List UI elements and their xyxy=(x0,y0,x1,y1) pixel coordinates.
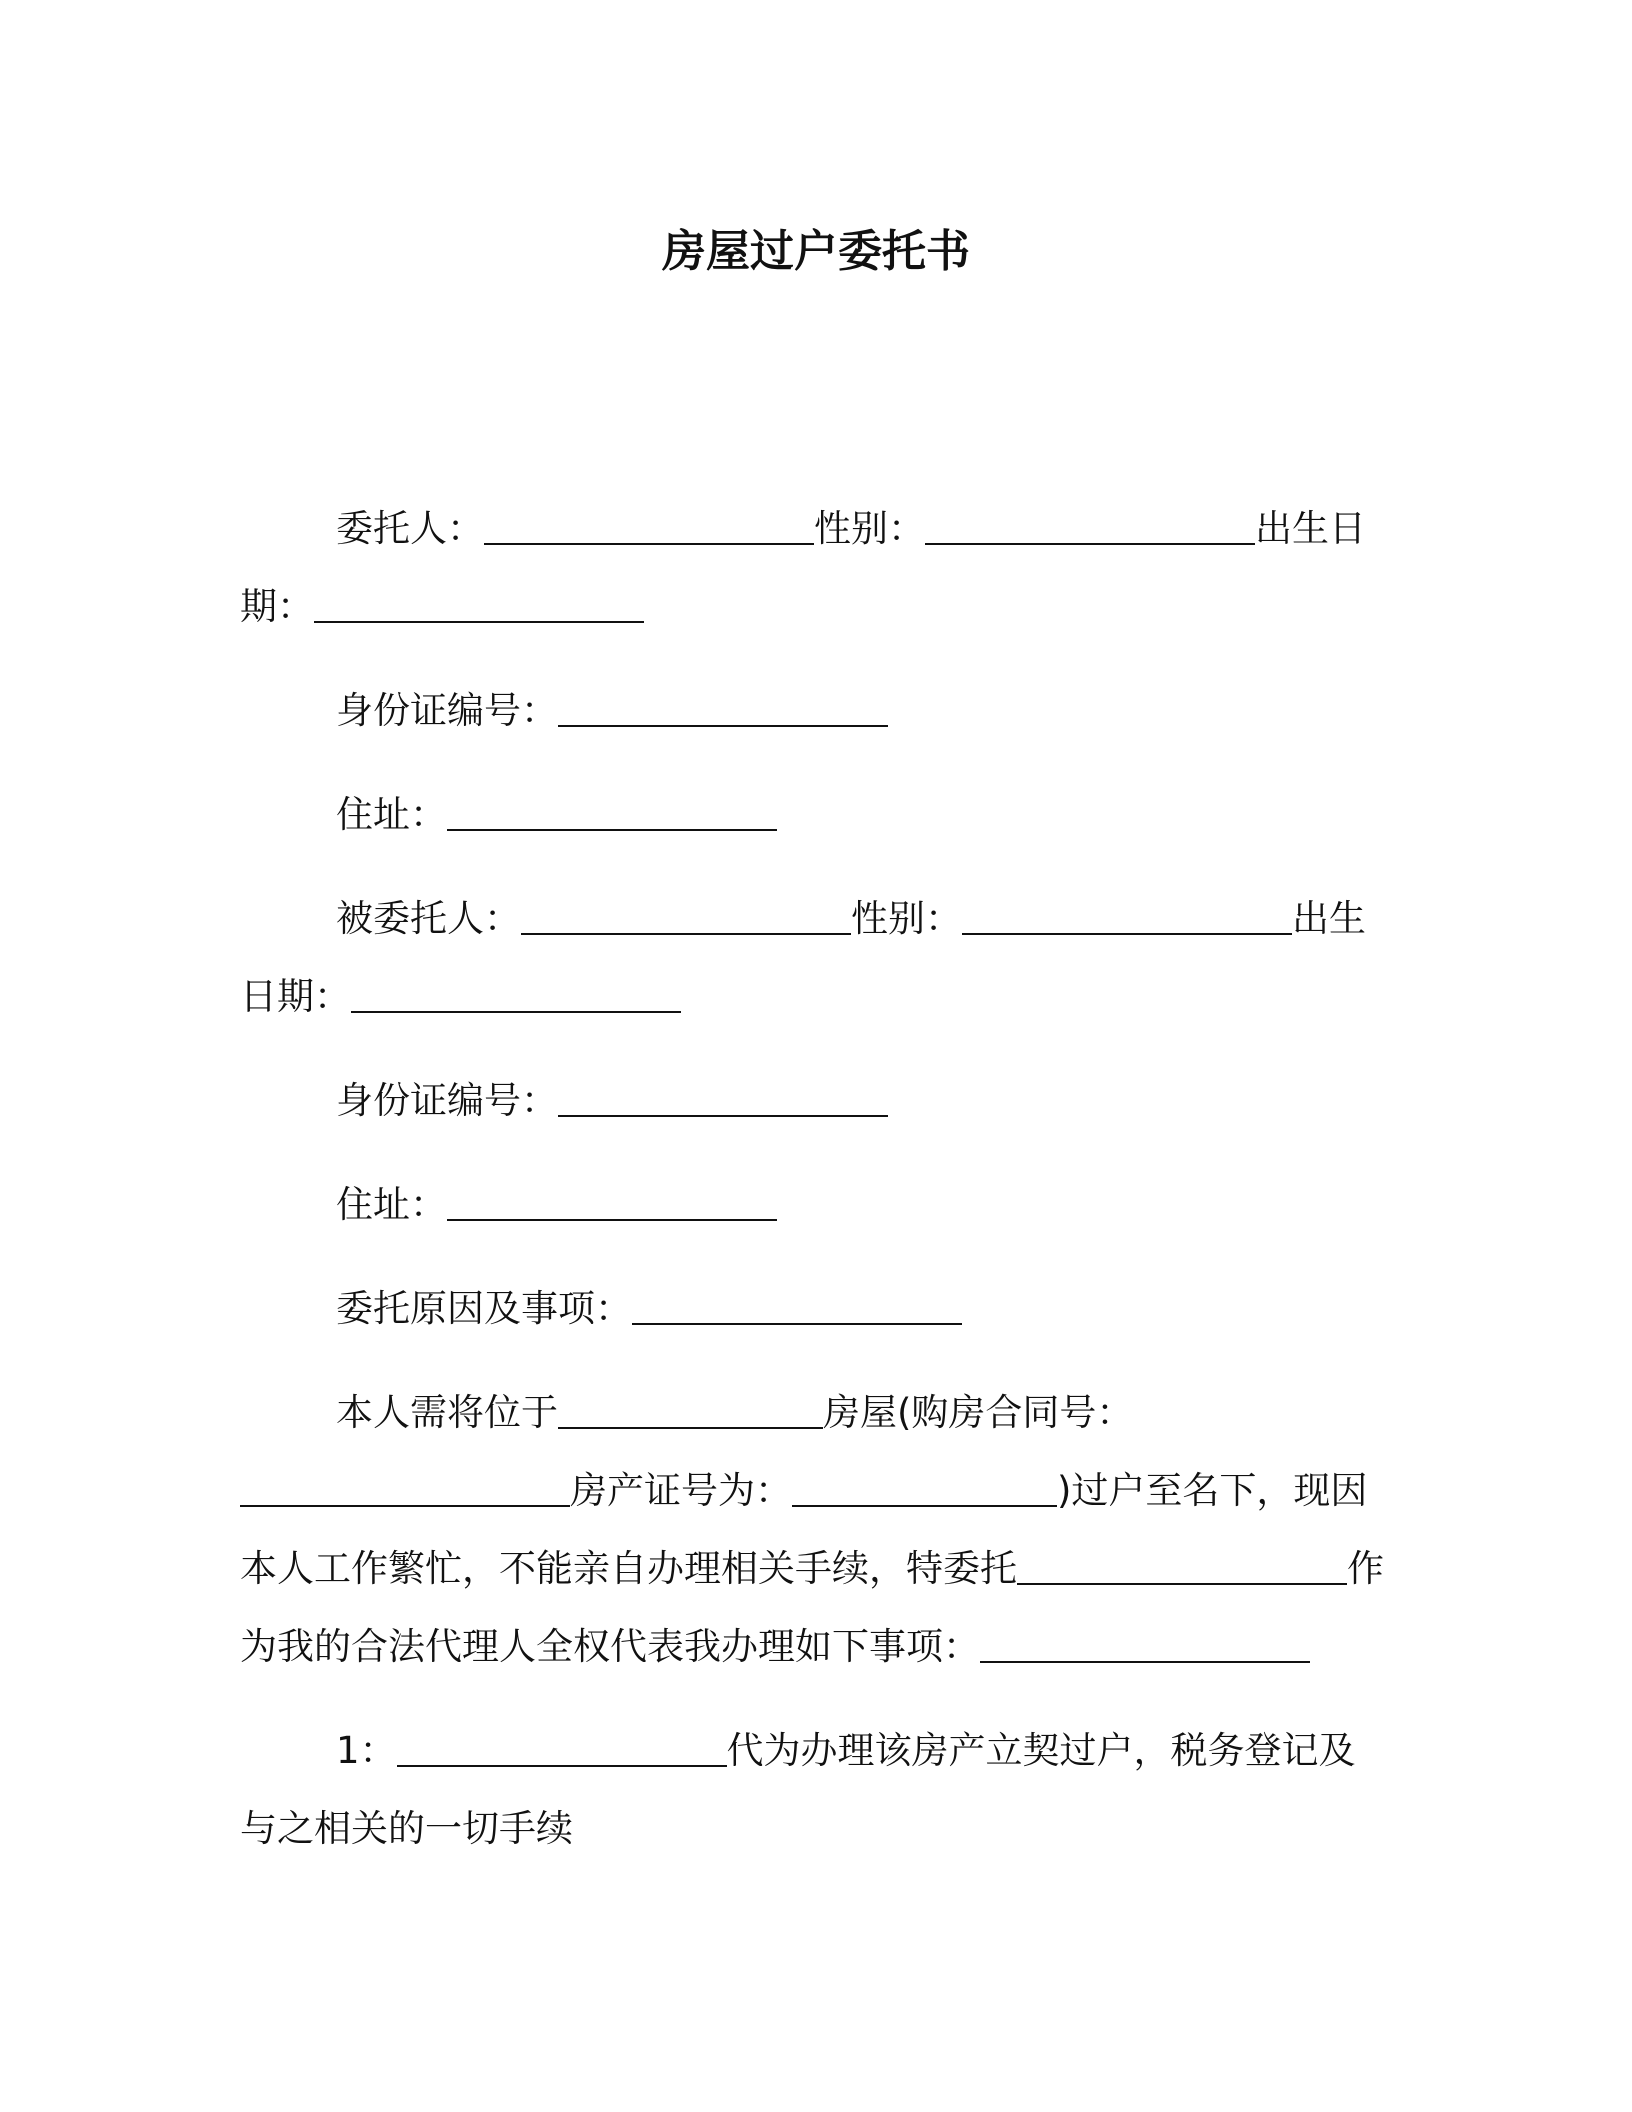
matters-blank[interactable] xyxy=(980,1623,1310,1663)
reason-line xyxy=(240,1270,1390,1348)
statement-part5: 作为我的合法代理人全权代表我办理如下事项： xyxy=(240,1547,1384,1668)
principal-address-line xyxy=(240,776,1390,854)
agent-blank[interactable] xyxy=(521,895,851,935)
address-blank[interactable] xyxy=(447,791,777,831)
statement-part4: )过户至名下，现因本人工作繁忙，不能亲自办理相关手续，特委托 xyxy=(240,1469,1368,1590)
item-agent-blank[interactable] xyxy=(397,1727,727,1767)
document-title: 房屋过户委托书 xyxy=(662,226,970,277)
item-text: 代为办理该房产立契过户，税务登记及与之相关的一切手续 xyxy=(240,1729,1356,1850)
statement-part1: 本人需将位于 xyxy=(336,1391,558,1434)
agent-birth-label-part1: 出生 xyxy=(1292,897,1366,940)
gender-blank[interactable] xyxy=(925,505,1255,545)
reason-label: 委托原因及事项： xyxy=(336,1287,632,1330)
agent-address-blank[interactable] xyxy=(447,1181,777,1221)
agent-name-blank[interactable] xyxy=(1017,1545,1347,1585)
principal-line xyxy=(240,490,1390,646)
gender-label: 性别： xyxy=(814,507,925,550)
id-blank[interactable] xyxy=(558,687,888,727)
birth-blank[interactable] xyxy=(314,583,644,623)
statement-paragraph xyxy=(240,1374,1390,1686)
item-number: 1： xyxy=(336,1729,397,1772)
birth-label-part1: 出生日 xyxy=(1255,507,1366,550)
id-label: 身份证编号： xyxy=(336,689,558,732)
contract-number-blank[interactable] xyxy=(240,1467,570,1507)
principal-label: 委托人： xyxy=(336,507,484,550)
statement-part3: 房产证号为： xyxy=(570,1469,792,1512)
agent-id-line xyxy=(240,1062,1390,1140)
principal-id-line xyxy=(240,672,1390,750)
agent-gender-blank[interactable] xyxy=(962,895,1292,935)
agent-birth-label-part2: 日期： xyxy=(240,975,351,1018)
agent-address-label: 住址： xyxy=(336,1183,447,1226)
agent-address-line xyxy=(240,1166,1390,1244)
agent-id-blank[interactable] xyxy=(558,1077,888,1117)
agent-id-label: 身份证编号： xyxy=(336,1079,558,1122)
agent-line xyxy=(240,880,1390,1036)
birth-label-part2: 期： xyxy=(240,585,314,628)
statement-part2: 房屋(购房合同号： xyxy=(823,1391,1134,1434)
principal-blank[interactable] xyxy=(484,505,814,545)
agent-label: 被委托人： xyxy=(336,897,521,940)
property-location-blank[interactable] xyxy=(558,1389,823,1429)
list-item xyxy=(240,1712,1390,1868)
address-label: 住址： xyxy=(336,793,447,836)
agent-birth-blank[interactable] xyxy=(351,973,681,1013)
document-body xyxy=(240,490,1390,1868)
certificate-number-blank[interactable] xyxy=(792,1467,1057,1507)
agent-gender-label: 性别： xyxy=(851,897,962,940)
reason-blank[interactable] xyxy=(632,1285,962,1325)
